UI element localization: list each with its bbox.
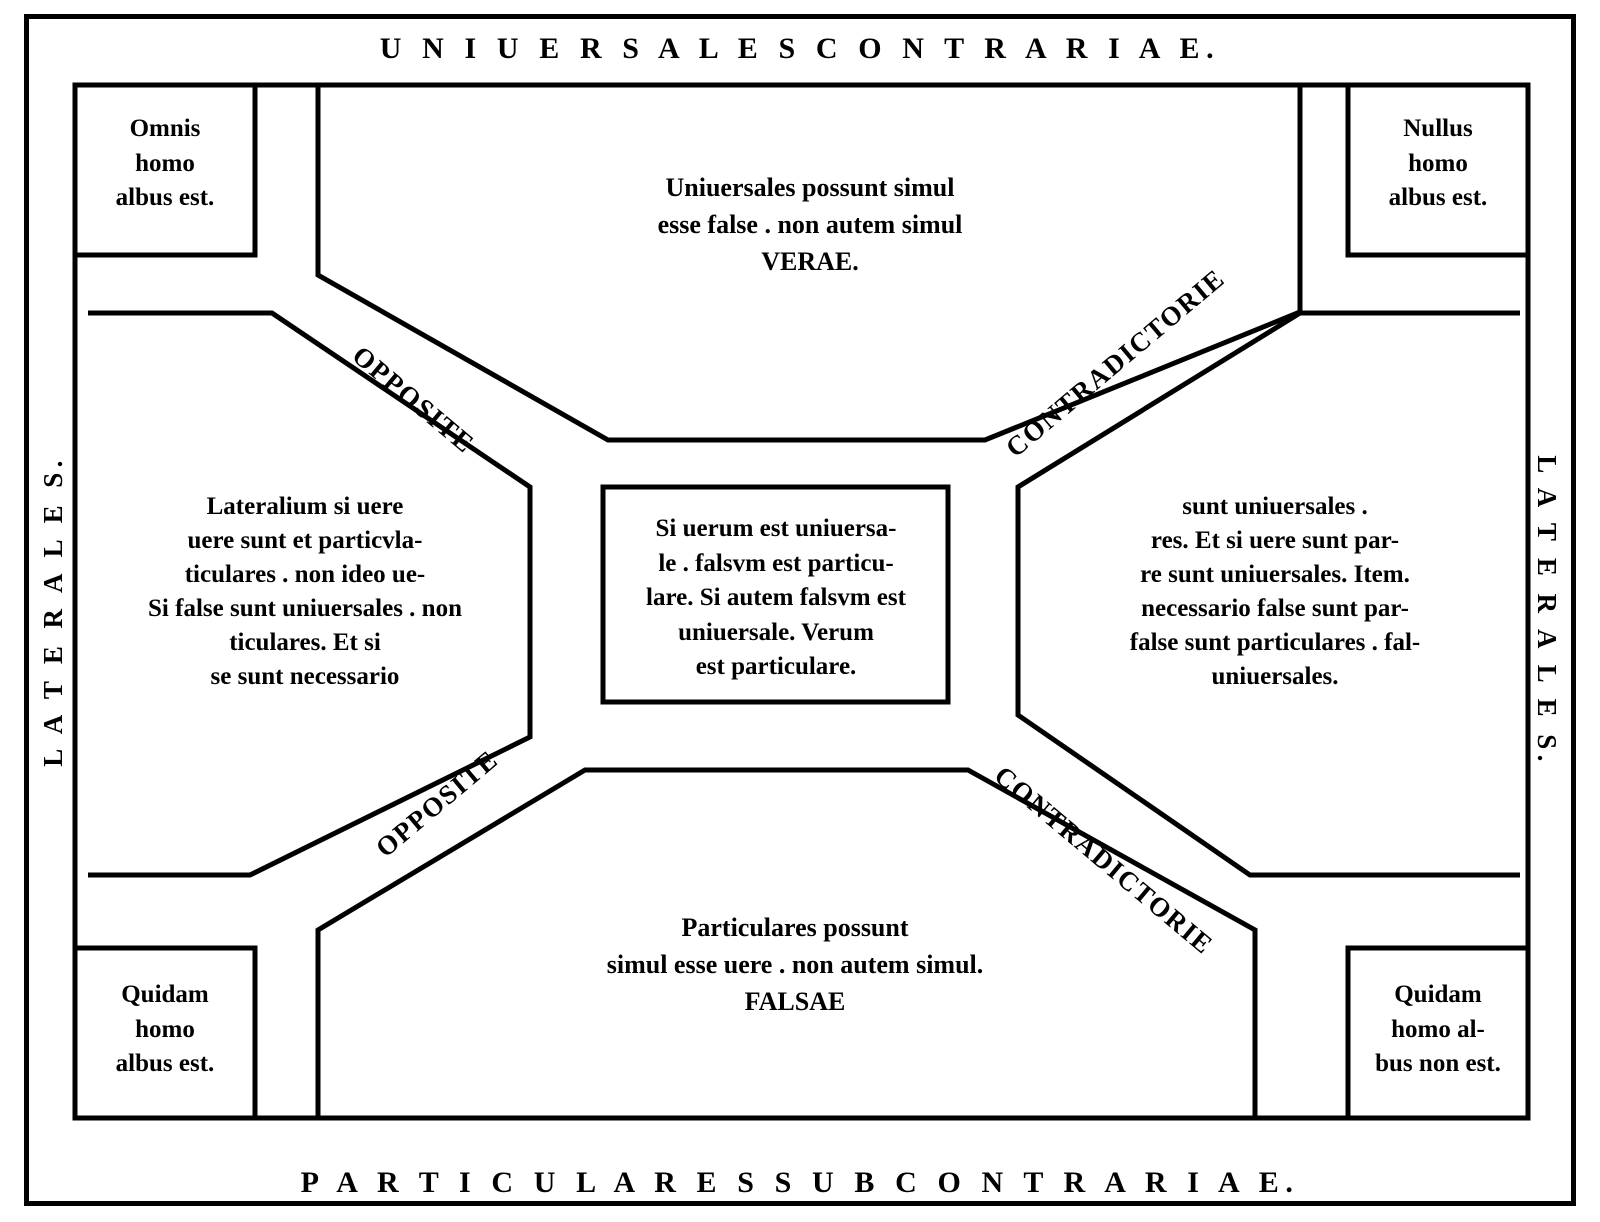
corner-box-bottom-left	[85, 978, 245, 1082]
panel-universal-contrariae	[520, 170, 1100, 281]
corner-box-bottom-right	[1352, 978, 1524, 1082]
panel-center-line-2: le . falsvm est particu-	[658, 549, 894, 577]
panel-left-line-2: uere sunt et particvla-	[187, 527, 423, 554]
panel-right-line-6: uniuersales.	[1211, 663, 1339, 690]
panel-right-line-3: re sunt uniuersales. Item.	[1140, 561, 1410, 588]
corner-tr-line-1: Nullus	[1403, 115, 1473, 142]
corner-br-line-1: Quidam	[1394, 981, 1482, 1008]
corner-tr-line-2: homo	[1408, 149, 1468, 177]
corner-tl-line-2: homo	[135, 149, 195, 177]
label-contradictorie-top: CONTRADICTORIE	[1000, 262, 1231, 463]
panel-particular-line-1: Particulares possunt	[681, 913, 909, 942]
corner-box-top-right	[1358, 112, 1518, 216]
panel-universal-line-1: Uniuersales possunt simul	[665, 173, 955, 202]
caption-top: U N I U E R S A L E S C O N T R A R I A E.	[379, 32, 1221, 65]
panel-right-laterales	[1055, 490, 1495, 694]
panel-right-line-4: necessario false sunt par-	[1141, 595, 1409, 622]
panel-left-line-5: ticulares. Et si	[229, 629, 381, 656]
panel-center-line-3: lare. Si autem falsvm est	[646, 584, 906, 611]
caption-bottom: P A R T I C U L A R E S S U B C O N T R A R I A E.	[300, 1166, 1300, 1199]
panel-left-laterales	[95, 490, 515, 694]
panel-particulares-subcontrariae	[490, 910, 1100, 1021]
label-opposite-top: OPPOSITE	[346, 340, 481, 460]
corner-br-line-3: bus non est.	[1375, 1050, 1501, 1077]
corner-bl-line-2: homo	[135, 1015, 195, 1043]
caption-right: L A T E R A L E S.	[1532, 455, 1562, 767]
panel-center-line-5: est particulare.	[695, 653, 857, 680]
panel-center-line-4: uniuersale. Verum	[678, 618, 874, 646]
caption-left: L A T E R A L E S.	[38, 455, 68, 767]
corner-br-line-2: homo al-	[1391, 1015, 1485, 1043]
panel-right-line-5: false sunt particulares . fal-	[1129, 629, 1421, 656]
panel-universal-line-2: esse false . non autem simul	[657, 209, 963, 239]
corner-bl-line-3: albus est.	[115, 1050, 215, 1077]
label-contradictorie-bottom: CONTRADICTORIE	[988, 760, 1220, 961]
corner-tr-line-3: albus est.	[1388, 184, 1488, 211]
panel-center	[612, 512, 940, 685]
corner-tl-line-3: albus est.	[115, 184, 215, 211]
corner-box-top-left	[85, 112, 245, 216]
panel-left-line-6: se sunt necessario	[210, 663, 400, 690]
panel-left-line-4: Si false sunt uniuersales . non	[148, 595, 462, 622]
panel-right-line-2: res. Et si uere sunt par-	[1150, 527, 1400, 554]
panel-left-line-1: Lateralium si uere	[206, 493, 404, 520]
panel-right-line-1: sunt uniuersales .	[1182, 493, 1368, 520]
corner-tl-line-1: Omnis	[129, 115, 201, 142]
panel-particular-line-3: FALSAE	[744, 986, 846, 1016]
panel-center-line-1: Si uerum est uniuersa-	[655, 515, 897, 542]
corner-bl-line-1: Quidam	[121, 981, 209, 1008]
panel-left-line-3: ticulares . non ideo ue-	[184, 561, 426, 588]
panel-particular-line-2: simul esse uere . non autem simul.	[606, 949, 984, 979]
label-opposite-bottom: OPPOSITE	[370, 743, 504, 863]
panel-universal-line-3: VERAE.	[761, 246, 859, 276]
